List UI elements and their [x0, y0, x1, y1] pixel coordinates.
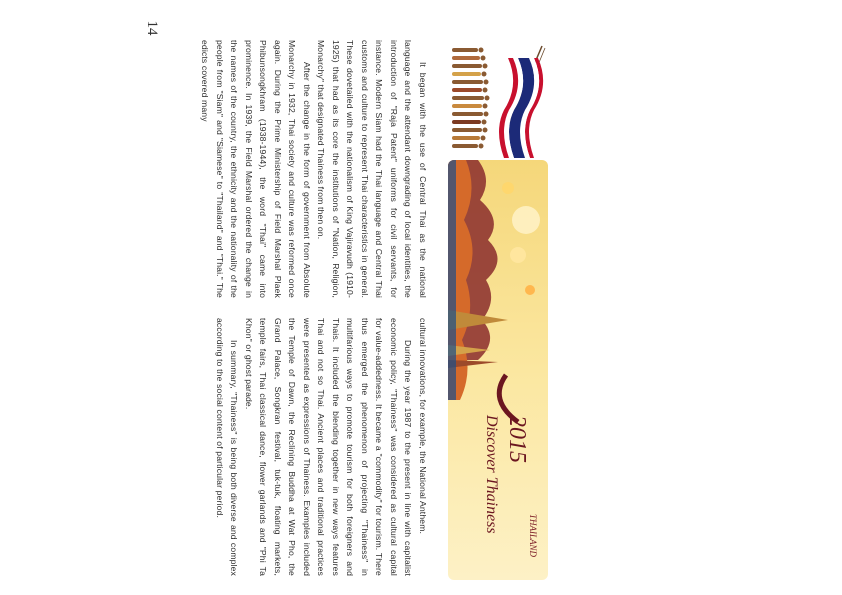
paragraph: In summary, "Thainess" is being both diverse and complex according to the social content of particular period.	[215, 318, 240, 576]
left-column	[198, 40, 430, 298]
paragraph: During the year 1987 to the present in line with capitalist economic policy, "Thainess" was considered as cultural capital for value-addedness. It became a "commodity" for tourism. There thus emerged the phenomenon of projecting "Thainess" in multifarious ways to promote tourism for both foreigners and Thais. It included the blending together in new ways features Thai and not so Thai. Ancient places and traditional practices were presented as expressions of Thainess. Examples included the Temple of Dawn, the Reclining Buddha at Wat Pho, the Grand Palace, Songkran festival, tuk-tuk, floating markets, temple fairs, Thai classical dance, flower garlands and "Phi Ta Khon" or ghost parade.	[244, 318, 414, 576]
thai-flag-illustration	[448, 40, 548, 160]
poster-brand: THAILAND	[528, 514, 538, 558]
poster-title: Discover Thainess	[483, 415, 500, 534]
discover-thainess-poster	[448, 160, 548, 580]
paragraph: cultural innovations, for example, the National Anthem.	[418, 318, 428, 535]
article-body	[168, 40, 430, 580]
page-number: 14	[144, 20, 160, 36]
right-column	[213, 318, 431, 576]
procession-figures	[452, 48, 490, 149]
rotated-page-content	[168, 40, 548, 580]
paragraph: It began with the use of Central Thai as the national language and the attendant downgrading of local identities, the introduction of "Raja Patent" uniforms for civil servants, for instance. Modern Siam had the Thai language and Central Thai customs and culture to represent Thai characteristics in general. These dovetailed with the nationalism of King Vajiravudh (1910-1925) that had as its core the institutions of "Nation, Religion, Monarchy" that designated Thainess from then on.	[316, 40, 428, 298]
poster-year: 2015	[504, 415, 530, 463]
paragraph: After the change in the form of government from Absolute Monarchy in 1932, Thai society and culture was reformed once again. During the Prime Ministership of Field Marshal Plaek Phibunsongkhram (1938-1944), the word "Thai" came into prominence. In 1939, the Field Marshal ordered the change in the names of the country, the ethnicity and the nationality of the people from "Siam" and "Siamese" to "Thailand" and "Thai." The edicts covered many	[200, 40, 312, 298]
